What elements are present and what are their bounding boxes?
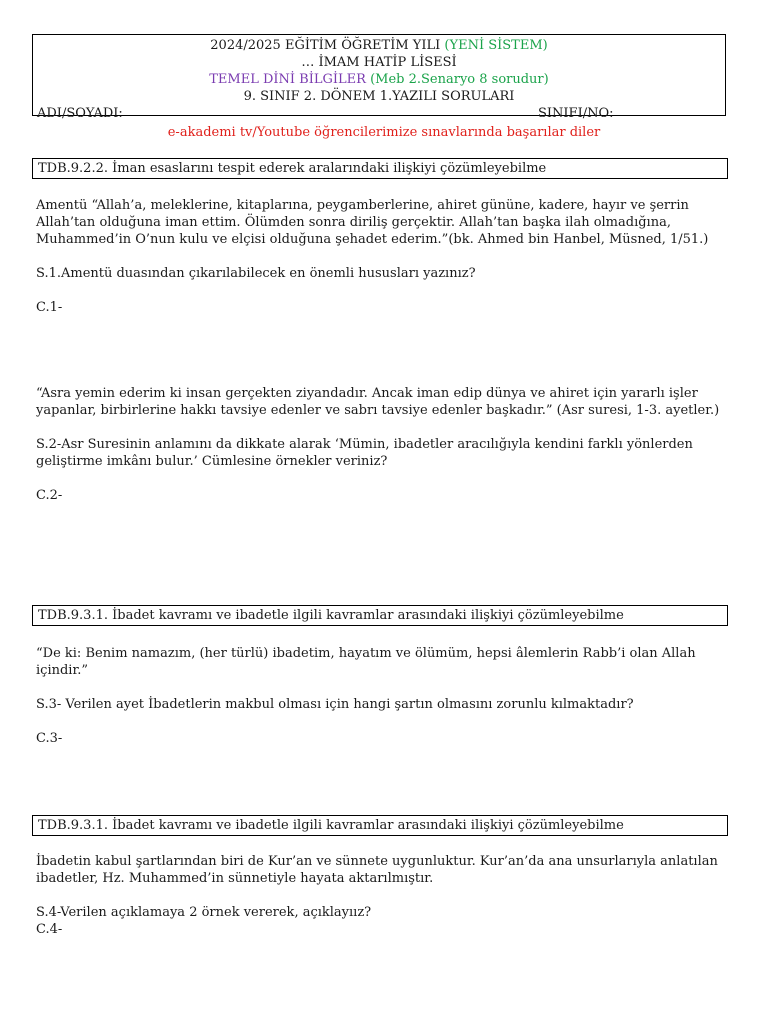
class-label: SINIFI/NO: [538,106,614,121]
question-4-text [36,853,726,887]
header-subject-line [33,71,725,88]
question-1: S.1.Amentü duasından çıkarılabilecek en önemli hususları yazınız? [36,266,476,281]
question-3: S.3- Verilen ayet İbadetlerin makbul olması için hangi şartın olmasını zorunlu kılmaktadır? [36,697,634,712]
answer-2-label: C.2- [36,488,63,503]
text-line: “De ki: Benim namazım, (her türlü) ibadetim, hayatım ve ölümüm, hepsi âlemlerin Rabb’i olan Allah [36,646,696,661]
question-2 [36,436,726,470]
text-line: Amentü “Allah’a, meleklerine, kitaplarına, peygamberlerine, ahiret gününe, kadere, hayır ve şerrin [36,198,689,213]
academic-year: 2024/2025 EĞİTİM ÖĞRETİM YILI [210,38,441,53]
text-line: Muhammed’in O’nun kulu ve elçisi olduğuna şehadet ederim.”(bk. Ahmed bin Hanbel, Müsned, 1/51.) [36,232,709,247]
text-line: Allah’tan olduğuna iman ettim. Ölümden sonra diriliş gerçektir. Allah’tan başka ilah olmadığına, [36,215,671,230]
question-4: S.4-Verilen açıklamaya 2 örnek vererek, açıklayıız? [36,905,372,920]
answer-4-label: C.4- [36,922,63,937]
text-line: yapanlar, birbirlerine hakkı tavsiye edenler ve sabrı tavsiye edenler başkadır.” (Asr suresi, 1-3. ayetler.) [36,403,720,418]
exam-header [32,34,726,121]
text-line: içindir.” [36,663,89,678]
question-line: S.2-Asr Suresinin anlamını da dikkate alarak ‘Mümin, ibadetler aracılığıyla kendini farklı yönlerden [36,437,693,452]
text-line: İbadetin kabul şartlarından biri de Kur’an ve sünnete uygunluktur. Kur’an’da ana unsurlarıyla anlatılan [36,854,718,869]
question-2-text [36,385,726,419]
question-line: geliştirme imkânı bulur.’ Cümlesine örnekler veriniz? [36,454,388,469]
name-label: ADI/SOYADI: [37,106,123,121]
new-system-tag: (YENİ SİSTEM) [444,38,548,53]
text-line: ibadetler, Hz. Muhammed’in sünnetiyle hayata aktarılmıştır. [36,871,434,886]
text-line: “Asra yemin ederim ki insan gerçekten ziyandadır. Ancak iman edip dünya ve ahiret için yararlı işler [36,386,698,401]
objective-box-2: TDB.9.3.1. İbadet kavramı ve ibadetle ilgili kavramlar arasındaki ilişkiyi çözümleyebilme [32,605,728,626]
question-3-text [36,645,726,679]
subject-name: TEMEL DİNİ BİLGİLER [209,72,366,87]
exam-title: 9. SINIF 2. DÖNEM 1.YAZILI SORULARI [243,89,515,104]
school-name: … İMAM HATİP LİSESİ [301,55,457,70]
header-year-line [33,37,725,54]
question-1-text [36,197,726,248]
answer-3-label: C.3- [36,731,63,746]
scenario-tag: (Meb 2.Senaryo 8 sorudur) [370,72,549,87]
objective-box-3: TDB.9.3.1. İbadet kavramı ve ibadetle ilgili kavramlar arasındaki ilişkiyi çözümleyebilme [32,815,728,836]
objective-box-1: TDB.9.2.2. İman esaslarını tespit ederek aralarındaki ilişkiyi çözümleyebilme [32,158,728,179]
answer-1-label: C.1- [36,300,63,315]
slogan: e-akademi tv/Youtube öğrencilerimize sınavlarında başarılar diler [167,125,601,140]
